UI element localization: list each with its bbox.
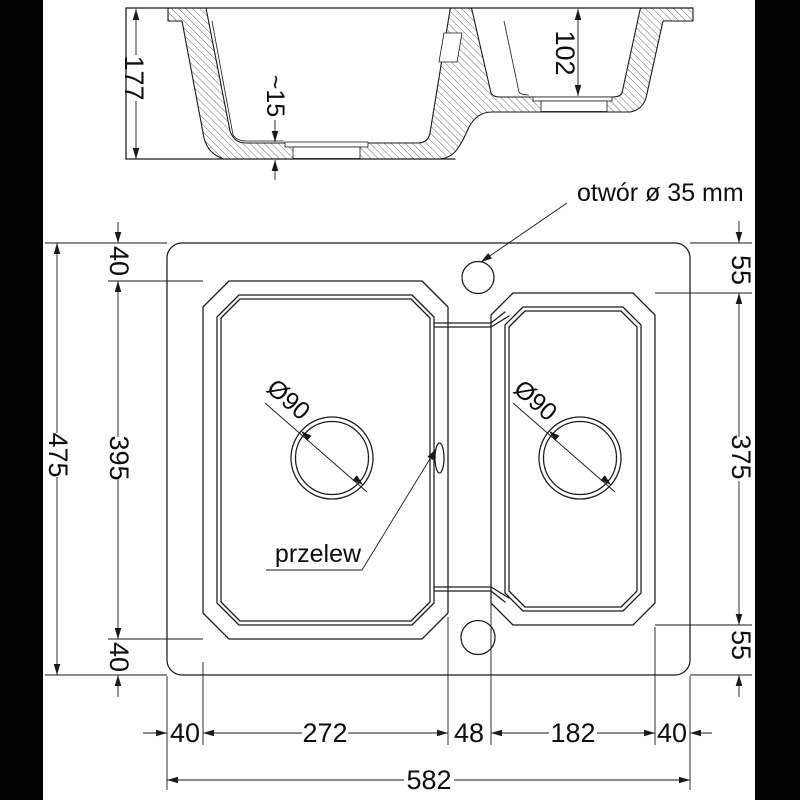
tap-hole-leader (481, 203, 567, 262)
arrowhead (115, 281, 122, 292)
arrowhead (575, 85, 582, 96)
arrowhead (736, 614, 743, 625)
dim-bottom-4: 182 (550, 718, 596, 748)
tap-hole-label: otwór ø 35 mm (577, 179, 744, 207)
tap-hole (462, 262, 494, 294)
arrowhead (133, 9, 140, 20)
arrowhead (54, 243, 61, 254)
second-tap-hole (461, 621, 495, 655)
arrowhead (54, 664, 61, 675)
arrowhead (156, 730, 167, 737)
plan-view (167, 203, 690, 675)
arrowhead (115, 628, 122, 639)
dim-bottom-1: 40 (169, 718, 201, 748)
dim-left-middle: 395 (104, 435, 134, 481)
arrowhead (679, 777, 690, 784)
dim-total-height: 475 (43, 432, 73, 478)
divider-step-bottom (434, 587, 509, 602)
dim-right-bottom: 55 (726, 629, 756, 661)
arrowhead (115, 675, 122, 686)
right-bowl-outer-rim (491, 293, 655, 625)
dimension-lines (45, 9, 752, 790)
dimension-arrowheads (54, 9, 743, 783)
dim-total-width: 582 (406, 765, 452, 795)
dim-left-bottom: 40 (104, 641, 134, 673)
dim-drain-right: Ø90 (508, 374, 563, 427)
dim-bottom-2: 272 (302, 718, 348, 748)
left-drain-recess (293, 147, 360, 159)
arrowhead (575, 9, 582, 20)
arrowhead (491, 730, 502, 737)
cross-section-view (126, 8, 693, 159)
section-body-cut (168, 8, 693, 159)
dim-right-middle: 375 (726, 434, 756, 480)
arrowhead (272, 160, 279, 171)
arrowhead (437, 730, 448, 737)
right-drain-recess-flange (533, 97, 612, 101)
left-drain-diameter-line (265, 403, 367, 492)
overflow-label: przelew (274, 540, 362, 568)
arrowhead (690, 730, 701, 737)
left-bowl-inner-rim-2 (221, 299, 430, 621)
right-drain-diameter-line (513, 403, 615, 492)
arrowhead (272, 131, 279, 142)
dim-bottom-3: 48 (453, 718, 485, 748)
arrowhead (736, 675, 743, 686)
arrowhead (481, 253, 492, 262)
arrowhead (167, 777, 178, 784)
arrowhead (115, 232, 122, 243)
dim-left-top: 40 (104, 245, 134, 277)
dim-drain-left: Ø90 (261, 373, 316, 426)
dim-right-top: 55 (726, 254, 756, 286)
dim-total-depth: 177 (119, 55, 149, 101)
arrowhead (644, 730, 655, 737)
left-drain-recess-flange (285, 142, 368, 147)
arrowhead (736, 232, 743, 243)
dim-small-bowl-depth: 102 (550, 30, 580, 76)
dim-floor-thickness: ~15 (261, 74, 289, 118)
right-bowl-inner-rim-2 (509, 311, 637, 607)
right-bowl-back-edge (504, 21, 529, 95)
arrowhead (736, 293, 743, 304)
right-drain-recess (541, 101, 607, 112)
arrowhead (203, 730, 214, 737)
arrowhead (133, 148, 140, 159)
left-bowl-outer-rim (203, 281, 448, 639)
overflow-opening (435, 443, 444, 473)
dim-bottom-5: 40 (656, 718, 688, 748)
left-bowl-inner-rim-1 (217, 295, 434, 625)
sink-outer-contour (167, 243, 690, 675)
divider-step-top (434, 312, 509, 327)
